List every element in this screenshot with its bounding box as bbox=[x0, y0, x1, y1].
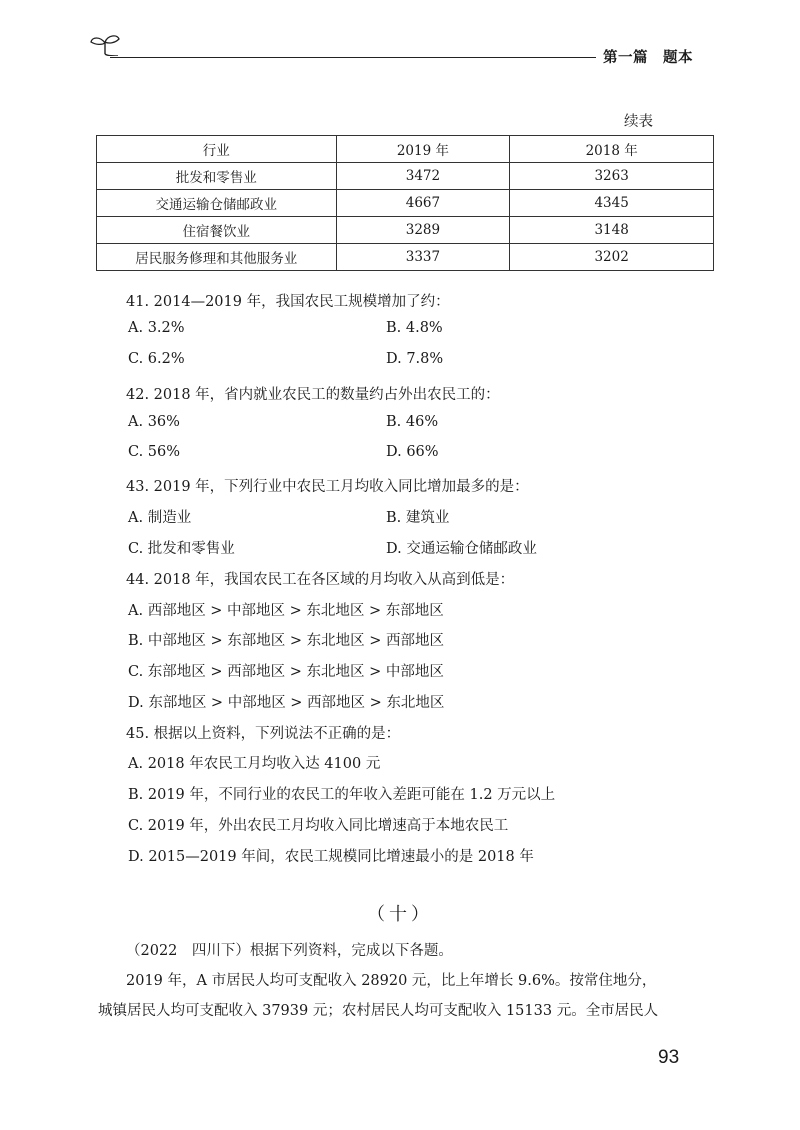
question-42-option-a: A. 36% bbox=[128, 414, 180, 430]
question-44-option-c: C. 东部地区 > 西部地区 > 东北地区 > 中部地区 bbox=[128, 664, 444, 680]
question-45-option-a: A. 2018 年农民工月均收入达 4100 元 bbox=[128, 756, 381, 772]
table-cell: 交通运输仓储邮政业 bbox=[97, 190, 337, 217]
question-41-option-c: C. 6.2% bbox=[128, 351, 185, 367]
table-cell: 4345 bbox=[510, 190, 714, 217]
question-44-option-a: A. 西部地区 > 中部地区 > 东北地区 > 东部地区 bbox=[128, 603, 444, 619]
question-44-option-b: B. 中部地区 > 东部地区 > 东北地区 > 西部地区 bbox=[128, 633, 444, 649]
table-cell: 3148 bbox=[510, 217, 714, 244]
question-41-option-d: D. 7.8% bbox=[386, 351, 444, 367]
table-header-cell: 2018 年 bbox=[510, 136, 714, 163]
table-cell: 4667 bbox=[336, 190, 510, 217]
question-43-option-c: C. 批发和零售业 bbox=[128, 541, 235, 557]
table-cell: 居民服务修理和其他服务业 bbox=[97, 244, 337, 271]
table-cell: 3289 bbox=[336, 217, 510, 244]
question-43-option-a: A. 制造业 bbox=[128, 510, 192, 526]
table-row bbox=[97, 190, 714, 217]
question-44-stem: 44. 2018 年，我国农民工在各区域的月均收入从高到低是： bbox=[126, 572, 515, 588]
question-42-option-b: B. 46% bbox=[386, 414, 439, 430]
sprout-icon bbox=[88, 34, 122, 56]
question-44-option-d: D. 东部地区 > 中部地区 > 西部地区 > 东北地区 bbox=[128, 695, 445, 711]
question-45-option-b: B. 2019 年，不同行业的农民工的年收入差距可能在 1.2 万元以上 bbox=[128, 787, 556, 803]
question-45-option-d: D. 2015—2019 年间，农民工规模同比增速最小的是 2018 年 bbox=[128, 849, 534, 865]
question-42-option-c: C. 56% bbox=[128, 444, 181, 460]
question-45-stem: 45. 根据以上资料，下列说法不正确的是： bbox=[126, 726, 401, 742]
question-43-option-b: B. 建筑业 bbox=[386, 510, 450, 526]
question-41-option-b: B. 4.8% bbox=[386, 320, 443, 336]
question-45-option-c: C. 2019 年，外出农民工月均收入同比增速高于本地农民工 bbox=[128, 818, 509, 834]
table-cell: 批发和零售业 bbox=[97, 163, 337, 190]
income-table bbox=[96, 135, 714, 271]
question-41-option-a: A. 3.2% bbox=[128, 320, 185, 336]
question-41-stem: 41. 2014—2019 年，我国农民工规模增加了约： bbox=[126, 294, 450, 310]
page-number: 93 bbox=[658, 1047, 680, 1068]
section-source: （2022 四川下）根据下列资料，完成以下各题。 bbox=[126, 943, 453, 959]
paragraph-line: 2019 年，A 市居民人均可支配收入 28920 元，比上年增长 9.6%。按常住地分， bbox=[126, 973, 657, 989]
table-header-cell: 2019 年 bbox=[336, 136, 510, 163]
table-row bbox=[97, 244, 714, 271]
header-title: 第一篇 题本 bbox=[603, 50, 693, 66]
table-continued-note: 续表 bbox=[624, 114, 653, 130]
question-42-stem: 42. 2018 年，省内就业农民工的数量约占外出农民工的： bbox=[126, 387, 500, 403]
table-row bbox=[97, 163, 714, 190]
question-43-option-d: D. 交通运输仓储邮政业 bbox=[386, 541, 537, 557]
question-42-option-d: D. 66% bbox=[386, 444, 439, 460]
table-cell: 住宿餐饮业 bbox=[97, 217, 337, 244]
table-cell: 3202 bbox=[510, 244, 714, 271]
table-row bbox=[97, 217, 714, 244]
table-cell: 3263 bbox=[510, 163, 714, 190]
question-43-stem: 43. 2019 年，下列行业中农民工月均收入同比增加最多的是： bbox=[126, 479, 529, 495]
section-title: （十） bbox=[367, 904, 433, 925]
table-header-cell: 行业 bbox=[97, 136, 337, 163]
paragraph-line: 城镇居民人均可支配收入 37939 元；农村居民人均可支配收入 15133 元。全市居民人 bbox=[98, 1003, 659, 1019]
table-cell: 3472 bbox=[336, 163, 510, 190]
table-header-row bbox=[97, 136, 714, 163]
table-cell: 3337 bbox=[336, 244, 510, 271]
header-rule bbox=[110, 57, 596, 58]
